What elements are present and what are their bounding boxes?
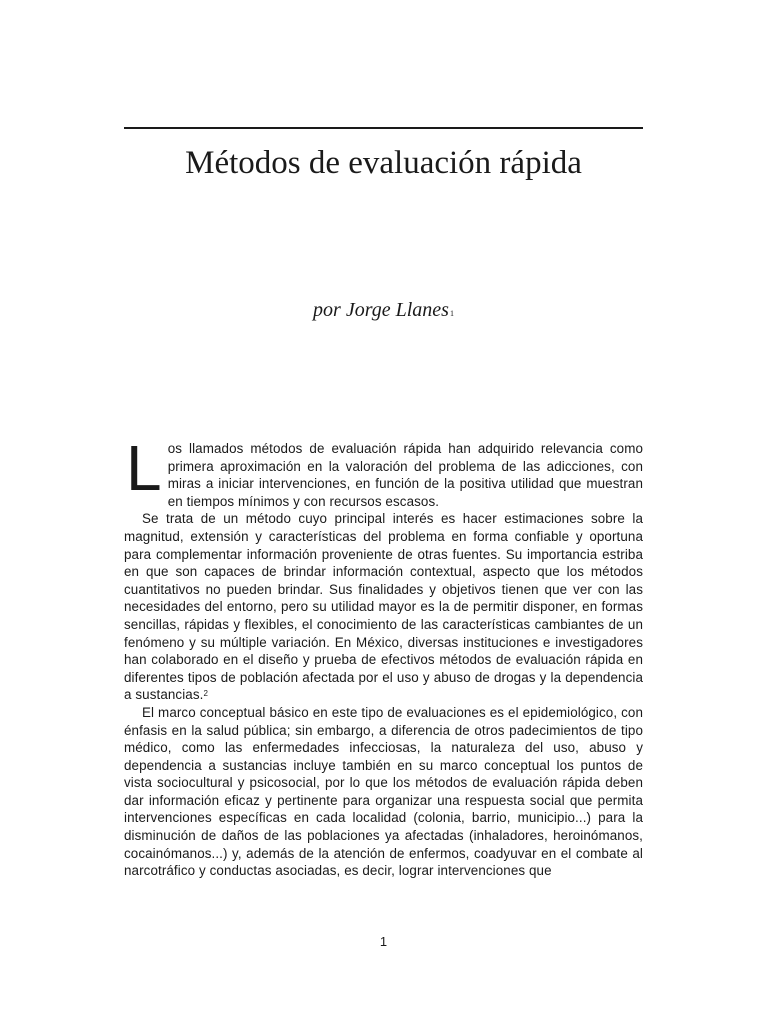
- drop-cap: L: [126, 432, 162, 504]
- article-body: [124, 432, 643, 880]
- paragraph-1-text: os llamados métodos de evaluación rápida han adquirido relevancia como primera aproximación en la valoración del problema de las adicciones, con miras a iniciar intervenciones, en función de la positiva utilidad que muestran en tiempos mínimos y con recursos escasos.: [167, 441, 643, 509]
- paragraph-1: [124, 432, 643, 510]
- paragraph-2: [124, 510, 643, 704]
- author-name: por Jorge Llanes: [313, 299, 449, 321]
- page-title: Métodos de evaluación rápida: [185, 145, 582, 181]
- page-number: 1: [379, 934, 388, 949]
- title-rule: [124, 127, 643, 129]
- paragraph-3: [124, 704, 643, 880]
- byline: [124, 296, 643, 324]
- paragraph-2-text: Se trata de un método cuyo principal interés es hacer estimaciones sobre la magnitud, extensión y características del problema en forma confiable y oportuna para complementar información proveniente de otras fuentes. Su importancia estriba en que son capaces de brindar información contextual, aspecto que los métodos cuantitativos no pueden brindar. Sus finalidades y objetivos tienen que ver con las necesidades del entorno, pero su utilidad mayor es la de permitir disponer, en formas sencillas, rápidas y flexibles, el conocimiento de las características cambiantes de un fenómeno y su múltiple variación. En México, diversas instituciones e investigadores han colaborado en el diseño y prueba de efectivos métodos de evaluación rápida en diferentes tipos de población afectada por el uso y abuso de drogas y la dependencia a sustancias.: [124, 511, 643, 703]
- paragraph-3-text: El marco conceptual básico en este tipo de evaluaciones es el epidemiológico, con énfasis en la salud pública; sin embargo, a diferencia de otros padecimientos de tipo médico, como las enfermedades infecciosas, la naturaleza del uso, abuso y dependencia a sustancias incluye también en su marco conceptual los puntos de vista sociocultural y psicosocial, por lo que los métodos de evaluación rápida deben dar información eficaz y pertinente para organizar una respuesta social que permita intervenciones específicas en cada localidad (colonia, barrio, municipio...) para la disminución de daños de las poblaciones ya afectadas (inhaladores, heroinómanos, cocainómanos...) y, además de la atención de enfermos, coadyuvar en el combate al narcotráfico y conductas asociadas, es decir, lograr intervenciones que: [124, 704, 643, 879]
- author-footnote-marker: 1: [449, 309, 454, 318]
- footnote-marker-2: 2: [203, 689, 209, 699]
